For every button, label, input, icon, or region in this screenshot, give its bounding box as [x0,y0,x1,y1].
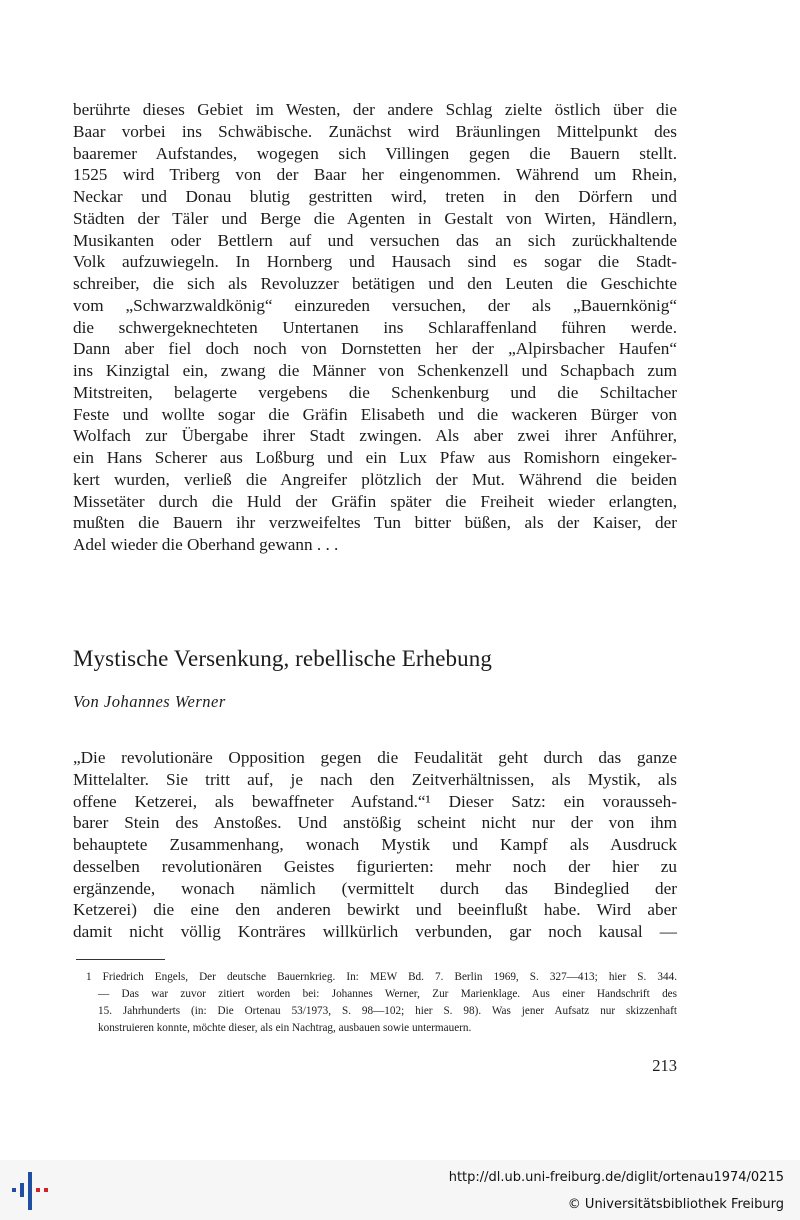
text-line: kert wurden, verließ die Angreifer plötzlich der Mut. Während die beiden [73,469,677,489]
text-line: Musikanten oder Bettlern auf und versuchen das an sich zurückhaltende [73,230,677,250]
text-line: schreiber, die sich als Revoluzzer betätigen und den Leuten die Geschichte [73,274,677,293]
text-line: desselben revolutionären Geistes figurierten: mehr noch der hier zu [73,856,677,876]
footnote-line: konstruieren konnte, möchte dieser, als ein Nachtrag, ausbauen sowie untermauern. [98,1022,472,1034]
logo-bar [36,1188,40,1192]
text-line: behauptete Zusammenhang, wonach Mystik und Kampf als Ausdruck [73,835,677,854]
logo-bar [28,1172,32,1210]
text-line: berührte dieses Gebiet im Westen, der andere Schlag zielte östlich über die [73,100,677,119]
logo-bar [20,1183,24,1197]
text-line: Dann aber fiel doch noch von Dornstetten her der „Alpirsbacher Haufen“ [73,339,677,359]
text-line: die schwergeknechteten Untertanen ins Schlaraffenland führen werde. [73,317,677,337]
text-line: Mitstreiten, belagerte vergebens die Schenkenburg und die Schiltacher [73,382,677,402]
text-line: ins Kinzigtal ein, zwang die Männer von Schenkenzell und Schapbach zum [73,361,677,380]
footnote-line: 1 Friedrich Engels, Der deutsche Bauernkrieg. In: MEW Bd. 7. Berlin 1969, S. 327—413; hier S. 344. [86,971,677,983]
viewer-footer-bar [0,1160,800,1220]
text-line: mußten die Bauern ihr verzweifeltes Tun bitter büßen, als der Kaiser, der [73,513,677,533]
text-line: Baar vorbei ins Schwäbische. Zunächst wird Bräunlingen Mittelpunkt des [73,121,677,141]
text-line: Wolfach zur Übergabe ihrer Stadt zwingen. Als aber zwei ihrer Anführer, [73,426,677,446]
text-line: 1525 wird Triberg von der Baar her eingenommen. Während um Rhein, [73,165,677,185]
text-line: Mittelalter. Sie tritt auf, je nach den Zeitverhältnissen, als Mystik, als [73,769,677,789]
permalink-url[interactable]: http://dl.ub.uni-freiburg.de/diglit/ortenau1974/0215 [448,1170,784,1185]
text-line: Missetäter durch die Huld der Gräfin später die Freiheit wieder erlangten, [73,491,677,511]
text-line: Ketzerei) die eine den anderen bewirkt und beeinflußt habe. Wird aber [73,900,677,920]
logo-bar [12,1188,16,1192]
text-line: Feste und wollte sogar die Gräfin Elisabeth und die wackeren Bürger von [73,404,677,424]
body-paragraph-2 [73,747,677,943]
text-line: damit nicht völlig Konträres willkürlich verbunden, gar noch kausal — [73,922,677,941]
text-line: offene Ketzerei, als bewaffneter Aufstand.“¹ Dieser Satz: ein vorausseh- [73,791,677,811]
text-line: Neckar und Donau blutig gestritten wird, treten in den Dörfern und [73,187,677,206]
footnote [86,969,677,1037]
text-line: Adel wieder die Oberhand gewann . . . [73,535,339,554]
text-line: baaremer Aufstandes, wogegen sich Villingen gegen die Bauern stellt. [73,143,677,163]
ub-freiburg-logo-icon[interactable] [10,1170,52,1212]
footnote-line: 15. Jahrhunderts (in: Die Ortenau 53/1973, S. 98—102; hier S. 98). Was jener Aufsatz nur skizzenhaft [98,1005,677,1017]
article-title: Mystische Versenkung, rebellische Erhebung [73,646,492,671]
author-byline: Von Johannes Werner [73,692,226,711]
text-line: „Die revolutionäre Opposition gegen die Feudalität geht durch das ganze [73,748,677,767]
footnote-line: — Das war zuvor zitiert worden bei: Johannes Werner, Zur Marienklage. Aus einer Handschrift des [98,988,677,1000]
text-line: Städten der Täler und Berge die Agenten in Gestalt von Wirten, Händlern, [73,208,677,228]
page-number: 213 [652,1056,677,1075]
text-line: ein Hans Scherer aus Loßburg und ein Lux Pfaw aus Romishorn eingeker- [73,448,677,467]
text-line: Volk aufzuwiegeln. In Hornberg und Hausach sind es sogar die Stadt- [73,252,677,272]
text-line: vom „Schwarzwaldkönig“ einzureden versuchen, der als „Bauernkönig“ [73,295,677,315]
logo-bar [44,1188,48,1192]
body-paragraph-1 [73,99,677,556]
footnote-divider [76,959,165,960]
copyright-notice: © Universitätsbibliothek Freiburg [567,1197,784,1212]
text-line: barer Stein des Anstoßes. Und anstößig scheint nicht nur der von ihm [73,813,677,833]
text-line: ergänzende, wonach nämlich (vermittelt durch das Bindeglied der [73,878,677,898]
